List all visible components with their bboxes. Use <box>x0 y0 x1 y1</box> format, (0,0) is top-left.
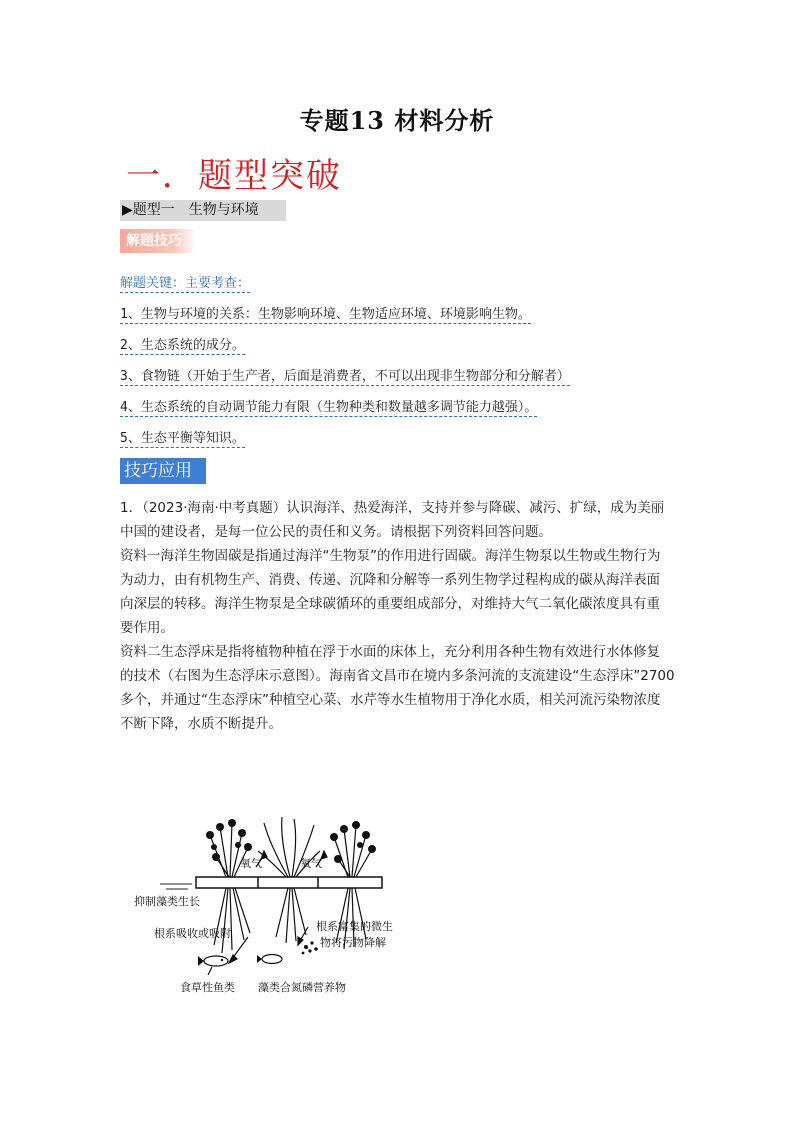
question-line: 资料二生态浮床是指将植物种植在浮于水面的床体上，充分利用各种生物有效进行水体修复 <box>120 644 660 660</box>
key-point-item <box>120 365 570 384</box>
question-line: 要作用。 <box>120 620 174 636</box>
oxygen-label-1: 氧气 <box>240 857 262 870</box>
key-point-text: 4、生态系统的自动调节能力有限（生物种类和数量越多调节能力越强）。 <box>120 400 538 415</box>
key-point-item <box>120 334 245 353</box>
key-points-title-text: 解题关键：主要考查： <box>120 276 251 291</box>
root-absorb-label: 根系吸收或吸附 <box>154 927 231 940</box>
question-line: 不断下降，水质不断提升。 <box>120 716 282 732</box>
page-title: 专题13 材料分析 <box>299 106 495 135</box>
key-point-text: 3、食物链（开始于生产者，后面是消费者，不可以出现非生物部分和分解者） <box>120 369 570 384</box>
microbe-label-2: 物将污物降解 <box>320 936 386 949</box>
question-line: 向深层的转移。海洋生物泵是全球碳循环的重要组成部分，对维持大气二氧化碳浓度具有重 <box>120 596 660 612</box>
fish-icon <box>198 956 228 966</box>
key-point-text: 2、生态系统的成分。 <box>120 338 245 353</box>
question-body <box>120 496 676 736</box>
question-line: 中国的建设者，是每一位公民的责任和义务。请根据下列资料回答问题。 <box>120 524 552 540</box>
key-point-text: 5、生态平衡等知识。 <box>120 431 245 446</box>
key-point-item <box>120 303 531 322</box>
key-point-item <box>120 396 537 415</box>
oxygen-label-2: 氧气 <box>300 857 322 870</box>
microbe-label-1: 根系富集的微生 <box>316 920 393 933</box>
fish-label: 食草性鱼类 <box>180 981 235 994</box>
question-line: 的技术（右图为生态浮床示意图）。海南省文昌市在境内多条河流的支流建设“生态浮床”2700 <box>120 668 675 684</box>
key-points-title <box>120 272 250 291</box>
question-line: 多个，并通过“生态浮床”种植空心菜、水芹等水生植物用于净化水质，相关河流污染物浓度 <box>120 692 661 708</box>
key-point-item <box>120 427 245 446</box>
key-point-text: 1、生物与环境的关系：生物影响环境、生物适应环境、环境影响生物。 <box>120 307 531 322</box>
question-line: 资料一海洋生物固碳是指通过海洋“生物泵”的作用进行固碳。海洋生物泵以生物或生物行为 <box>120 548 661 564</box>
floating-bed-icon <box>196 877 382 888</box>
section-heading: 一．题型突破 <box>126 156 342 196</box>
inhibit-algae-label: 抑制藻类生长 <box>134 895 200 908</box>
question-line: 1．（2023·海南·中考真题）认识海洋、热爱海洋，支持并参与降碳、减污、扩绿，成为美丽 <box>120 500 665 516</box>
question-line: 为动力，由有机物生产、消费、传递、沉降和分解等一系列生物学过程构成的碳从海洋表面 <box>120 572 660 588</box>
floating-bed-diagram <box>130 815 400 1000</box>
fish-icon <box>257 955 282 964</box>
algae-nutrients-label: 藻类合氮磷营养物 <box>258 981 346 994</box>
plant-flowers-icon <box>206 819 252 861</box>
water-surface-icon <box>160 884 192 889</box>
apply-badge: 技巧应用 <box>120 458 206 484</box>
question-type-label: ▶题型一 生物与环境 <box>120 200 286 221</box>
tips-badge: 解题技巧 <box>120 229 196 253</box>
nutrient-particles-icon <box>302 941 318 954</box>
